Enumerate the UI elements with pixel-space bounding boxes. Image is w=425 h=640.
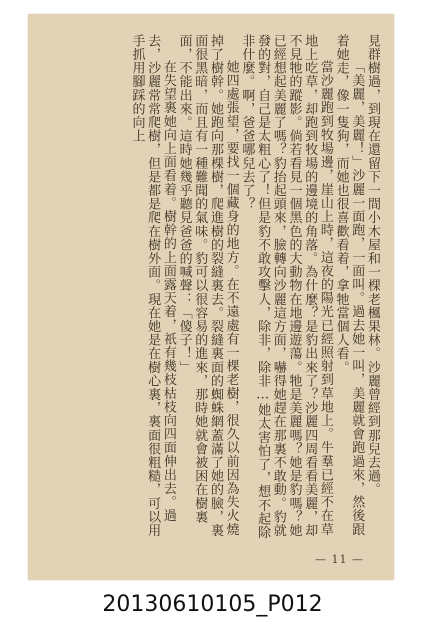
body-text <box>42 34 380 544</box>
book-page <box>28 14 394 580</box>
image-caption: 20130610105_P012 <box>102 592 323 617</box>
page-number: — 11 — <box>315 553 364 566</box>
paragraph: 當沙麗跑到牧場邊，崖山上時，這夜的陽光已經照射到草地上。牛羣已經不在草地上吃草，却跑到牧場的邊境的角落。為什麼？是豹出來了？沙麗四周看看美麗，却不見牠的蹤影。倘若看見一個黑色的大動物在地邊遊蕩。牠是美麗嗎？她是豹嗎？她已經想起美麗了嗎？豹抬起頭來，臉轉向沙麗這方面，嚇得她趕在那裏不敢動。豹就發的對，自己是太粗心了！但是豹不敢攻擊人，除非，除非…她太害怕了，想不起除非什麼。啊，爸爸哪兒去了？ <box>239 34 333 540</box>
paragraph: 在失望裏她向上面看着。樹幹的上面露天着，祇有幾枝枯枝向四面伸出去。過去，沙麗常常爬樹，但是都是爬在樹外面。現在她是在樹心裏，裏面很粗糙，可以用手抓用腳踩的向上 <box>129 34 176 538</box>
paragraph: 見群樹過，到現在還留下一間小木屋和一棵老楓果林。沙麗曾經到那兒去過。 <box>365 34 380 497</box>
paragraph: 她四處張望，要找一個藏身的地方。在不遠處有一棵老樹，很久以前因為失火燒掉了樹幹。她跑向那棵樹，爬進樹的裂縫裏去。裂縫裏面的蜘蛛網蓋滿了她的臉，裏面很黑暗，而且有一種難聞的氣味。豹可以很容易的進來，那時她就會被困在樹裏面，不能出來。這時她幾乎聽見爸爸的喊聲：「傻子！」 <box>176 34 239 538</box>
paragraph: 「美麗，美麗！」沙麗一面跑，一面叫。過去她一叫，美麗就會跑過來，然後跟着她走，像一隻狗，而她也很喜歡看着，拿牠當個人看。 <box>333 34 365 536</box>
